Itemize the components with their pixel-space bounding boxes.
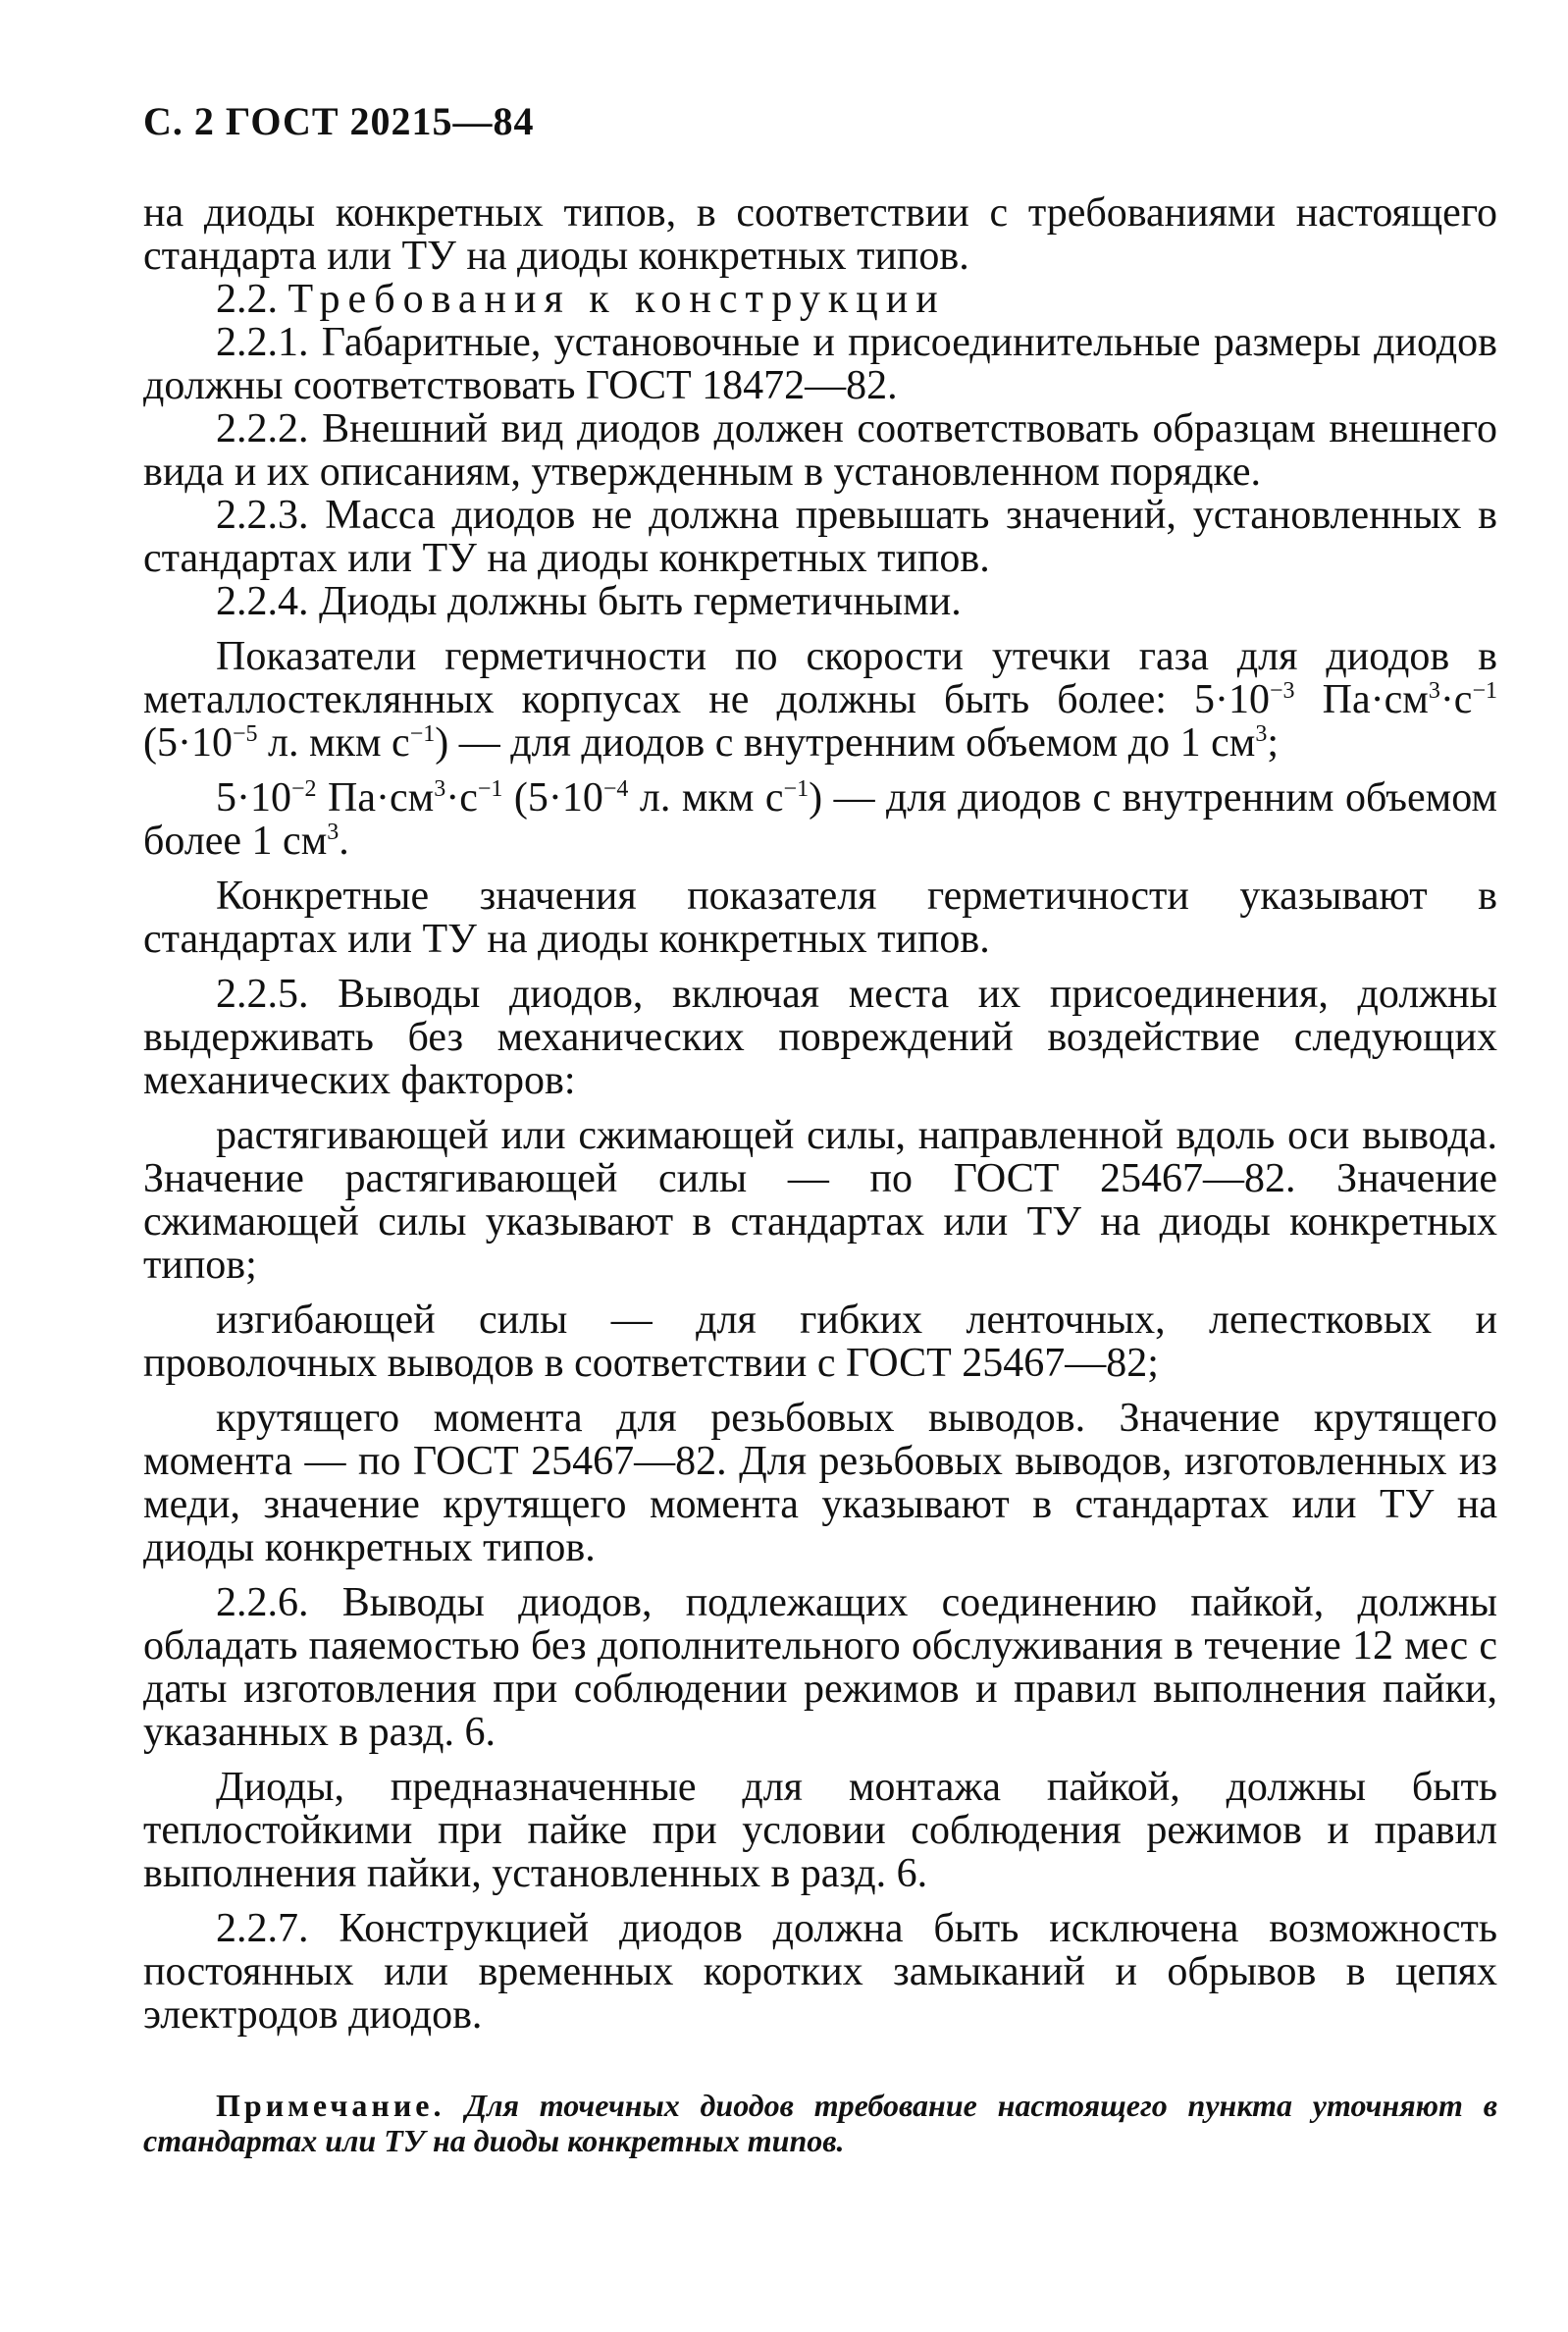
text-run: л. мкм с (257, 720, 410, 766)
text-run: Па·см (1294, 677, 1429, 722)
document-page (143, 98, 1497, 2190)
text-run: (5·10 (502, 775, 603, 821)
text-run: ) — для диодов с внутренним объемом до 1 см (435, 720, 1256, 766)
page-header: С. 2 ГОСТ 20215—84 (143, 99, 535, 143)
exponent: 3 (327, 820, 340, 845)
hermeticity-paragraph-2 (143, 776, 1497, 863)
exponent: −5 (232, 721, 258, 747)
text-run: ; (1267, 720, 1279, 766)
clause-2-2-6: 2.2.6. Выводы диодов, подлежащих соединению пайкой, должны обладать паяемостью без дополнительного обслуживания в течение 12 мес с даты изготовления при соблюдении режимов и правил выполнения пайки, указанных в разд. 6. (143, 1580, 1497, 1755)
note-text: Для точечных диодов требование настоящего пункта уточняют в стандартах или ТУ на диоды конкретных типов. (143, 2088, 1497, 2158)
note-label: Примечание. (216, 2088, 445, 2123)
clause-2-2-3: 2.2.3. Масса диодов не должна превышать значений, установленных в стандартах или ТУ на диоды конкретных типов. (143, 493, 1497, 581)
hermeticity-paragraph (143, 635, 1497, 765)
text-run: 5·10 (216, 775, 291, 821)
paragraph-continuation: на диоды конкретных типов, в соответствии с требованиями настоящего стандарта или ТУ на диоды конкретных типов. (143, 190, 1497, 279)
exponent: −2 (291, 776, 317, 802)
text-run: Показатели герметичности по скорости утечки газа для диодов в металлостеклянных корпусах не должны быть более: 5·10 (143, 634, 1497, 722)
section-number: 2.2. (216, 277, 278, 322)
clause-2-2-7: 2.2.7. Конструкцией диодов должна быть исключена возможность постоянных или временных коротких замыканий и обрывов в цепях электродов диодов. (143, 1906, 1497, 2038)
clause-2-2-2: 2.2.2. Внешний вид диодов должен соответствовать образцам внешнего вида и их описаниям, утвержденным в установленном порядке. (143, 406, 1497, 495)
clause-2-2-5: 2.2.5. Выводы диодов, включая места их присоединения, должны выдерживать без механических повреждений воздействие следующих механических факторов: (143, 972, 1497, 1103)
exponent: −1 (477, 776, 503, 802)
section-title: Требования к конструкции (287, 277, 946, 322)
exponent: 3 (1428, 678, 1440, 704)
text-run: . (339, 819, 349, 864)
specific-values-paragraph: Конкретные значения показателя герметичности указывают в стандартах или ТУ на диоды конкретных типов. (143, 874, 1497, 962)
tension-force-item: растягивающей или сжимающей силы, направленной вдоль оси вывода. Значение растягивающей силы — по ГОСТ 25467—82. Значение сжимающей силы указывают в стандартах или ТУ на диоды конкретных типов; (143, 1113, 1497, 1288)
clause-2-2-4: 2.2.4. Диоды должны быть герметичными. (216, 579, 962, 624)
exponent: −3 (1270, 678, 1295, 704)
bending-force-item: изгибающей силы — для гибких ленточных, лепестковых и проволочных выводов в соответствии с ГОСТ 25467—82; (143, 1298, 1497, 1386)
exponent: 3 (1255, 721, 1268, 747)
text-run: ) — для диодов с внутренним объемом более 1 см (143, 775, 1497, 864)
torque-item: крутящего момента для резьбовых выводов. Значение крутящего момента — по ГОСТ 25467—82. Для резьбовых выводов, изготовленных из меди, значение крутящего момента указывают в стандартах или ТУ на диоды конкретных типов. (143, 1396, 1497, 1570)
exponent: −4 (602, 776, 629, 802)
text-run: (5·10 (143, 720, 233, 766)
exponent: −1 (1472, 678, 1497, 704)
section-heading (143, 278, 1497, 321)
exponent: 3 (434, 776, 446, 802)
note (143, 2088, 1497, 2158)
text-run: Па·см (316, 775, 435, 821)
exponent: −1 (783, 776, 810, 802)
exponent: −1 (409, 721, 436, 747)
soldering-paragraph: Диоды, предназначенные для монтажа пайкой, должны быть теплостойкими при пайке при условии соблюдения режимов и правил выполнения пайки, установленных в разд. 6. (143, 1765, 1497, 1896)
clause-2-2-1: 2.2.1. Габаритные, установочные и присоединительные размеры диодов должны соответствовать ГОСТ 18472—82. (143, 320, 1497, 408)
text-run: ·с (1439, 677, 1473, 722)
text-run: ·с (445, 775, 478, 821)
text-run: л. мкм с (628, 775, 784, 821)
